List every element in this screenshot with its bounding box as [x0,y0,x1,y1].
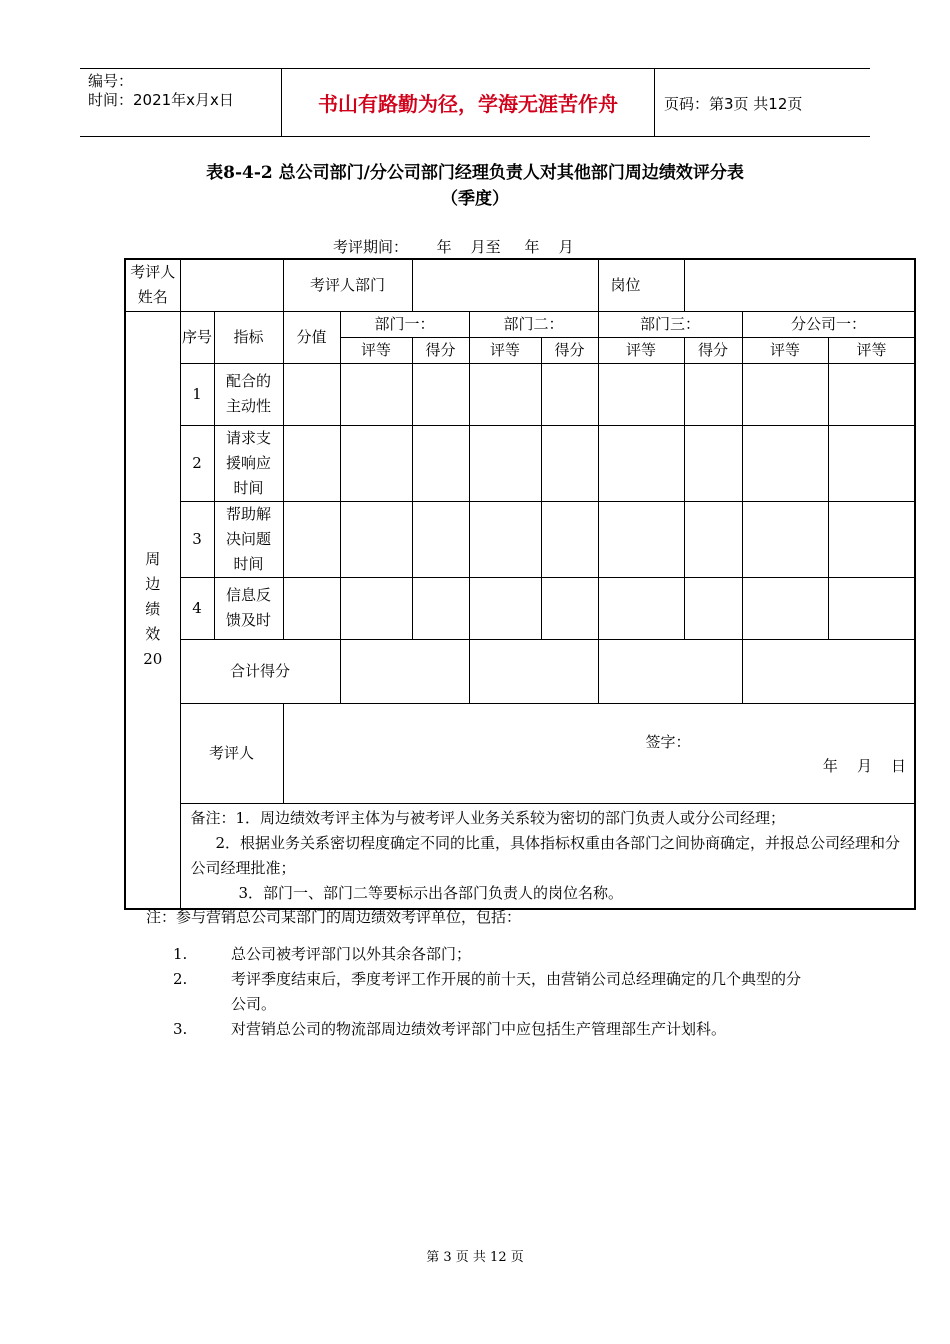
footnote-num: 2. [173,970,188,988]
footnote-item: 总公司被考评部门以外其余各部门； [231,945,472,963]
page-title [0,160,950,212]
signature-area[interactable] [283,703,915,803]
header-page-number: 页码：第3页 共12页 [664,95,803,113]
signature-date: 年 月 日 [822,756,907,775]
rating-cell[interactable] [469,501,541,577]
rating-cell[interactable] [828,363,915,425]
dept-2-header: 部门二： [469,311,598,337]
evaluation-table [124,258,916,910]
table-row [125,363,915,425]
note-item: 2．根据业务关系密切程度确定不同的比重，具体指标权重由各部门之间协商确定，并报总公司经理和分公司经理批准； [190,833,901,877]
header-divider [654,68,655,136]
table-row [125,501,915,577]
table-row [125,425,915,501]
score-cell[interactable] [684,501,742,577]
evaluator-label: 考评人 [180,703,283,803]
dept-3-header: 部门三： [598,311,742,337]
value-cell[interactable] [283,425,340,501]
score-cell[interactable] [684,425,742,501]
row-seq: 1 [180,363,214,425]
row-seq: 3 [180,501,214,577]
score-cell[interactable] [541,577,598,639]
rating-cell[interactable] [340,577,412,639]
total-dept-1[interactable] [340,639,469,703]
value-cell[interactable] [283,363,340,425]
title-line-1: 表8-4-2 总公司部门/分公司部门经理负责人对其他部门周边绩效评分表 [206,163,744,183]
table-row [125,577,915,639]
motto: 书山有路勤为径，学海无涯苦作舟 [318,92,618,116]
rating-header: 评等 [469,337,541,363]
evaluation-period: 考评期间： 年 月至 年 月 [333,238,574,256]
footnote-item: 考评季度结束后，季度考评工作开展的前十天，由营销公司总经理确定的几个典型的分公司。 [231,970,802,1013]
page-footer: 第 3 页 共 12 页 [426,1250,524,1265]
rating-header: 评等 [340,337,412,363]
rating-cell[interactable] [340,425,412,501]
total-branch-1[interactable] [742,639,915,703]
total-dept-3[interactable] [598,639,742,703]
branch-1-header: 分公司一： [742,311,915,337]
total-row [125,639,915,703]
rating-header: 评等 [598,337,684,363]
rating-cell[interactable] [340,363,412,425]
rating-cell[interactable] [469,363,541,425]
dept-1-header: 部门一： [340,311,469,337]
total-label: 合计得分 [180,639,340,703]
rating-cell[interactable] [742,577,828,639]
footnote-intro: 注：参与营销总公司某部门的周边绩效考评单位，包括： [146,908,522,926]
score-cell[interactable] [412,425,469,501]
header-meta [88,72,234,110]
score-cell[interactable] [541,425,598,501]
rating-cell[interactable] [828,425,915,501]
evaluator-name-field[interactable] [180,259,283,311]
rating-header: 评等 [828,337,915,363]
rating-cell[interactable] [742,501,828,577]
row-indicator: 配合的主动性 [214,363,283,425]
note-item: 3．部门一、部门二等要标示出各部门负责人的岗位名称。 [238,883,624,902]
rating-cell[interactable] [742,363,828,425]
position-label: 岗位 [598,259,684,311]
evaluator-name-label: 考评人姓名 [125,259,180,311]
footnote-num: 1. [173,945,188,963]
document-number: 编号： [88,72,134,90]
score-header: 得分 [684,337,742,363]
row-seq: 2 [180,425,214,501]
footnote-item: 对营销总公司的物流部周边绩效考评部门中应包括生产管理部生产计划科。 [231,1020,727,1038]
rating-cell[interactable] [598,577,684,639]
notes-block [180,803,915,909]
col-indicator-header: 指标 [214,311,283,363]
rating-cell[interactable] [742,425,828,501]
score-header: 得分 [541,337,598,363]
score-cell[interactable] [541,363,598,425]
value-cell[interactable] [283,501,340,577]
header-top-rule [80,68,870,69]
col-value-header: 分值 [283,311,340,363]
row-indicator: 请求支援响应时间 [214,425,283,501]
score-header: 得分 [412,337,469,363]
row-indicator: 信息反馈及时 [214,577,283,639]
note-item: 备注：1．周边绩效考评主体为与被考评人业务关系较为密切的部门负责人或分公司经理； [190,808,786,827]
position-field[interactable] [684,259,915,311]
col-seq-header: 序号 [180,311,214,363]
row-indicator: 帮助解决问题时间 [214,501,283,577]
rating-header: 评等 [742,337,828,363]
value-cell[interactable] [283,577,340,639]
document-time: 时间：2021年x月x日 [88,91,234,109]
score-cell[interactable] [541,501,598,577]
rating-cell[interactable] [828,501,915,577]
category-label: 周边绩效20 [125,311,180,909]
rating-cell[interactable] [598,425,684,501]
rating-cell[interactable] [598,363,684,425]
signature-label: 签字： [645,732,691,751]
evaluator-dept-label: 考评人部门 [283,259,412,311]
score-cell[interactable] [412,501,469,577]
evaluator-dept-field[interactable] [412,259,598,311]
title-line-2: （季度） [441,189,509,209]
rating-cell[interactable] [598,501,684,577]
row-seq: 4 [180,577,214,639]
score-cell[interactable] [684,577,742,639]
score-cell[interactable] [412,363,469,425]
header-bottom-rule [80,136,870,137]
rating-cell[interactable] [469,577,541,639]
rating-cell[interactable] [340,501,412,577]
total-dept-2[interactable] [469,639,598,703]
score-cell[interactable] [412,577,469,639]
score-cell[interactable] [684,363,742,425]
footnote-num: 3. [173,1020,188,1038]
rating-cell[interactable] [828,577,915,639]
rating-cell[interactable] [469,425,541,501]
